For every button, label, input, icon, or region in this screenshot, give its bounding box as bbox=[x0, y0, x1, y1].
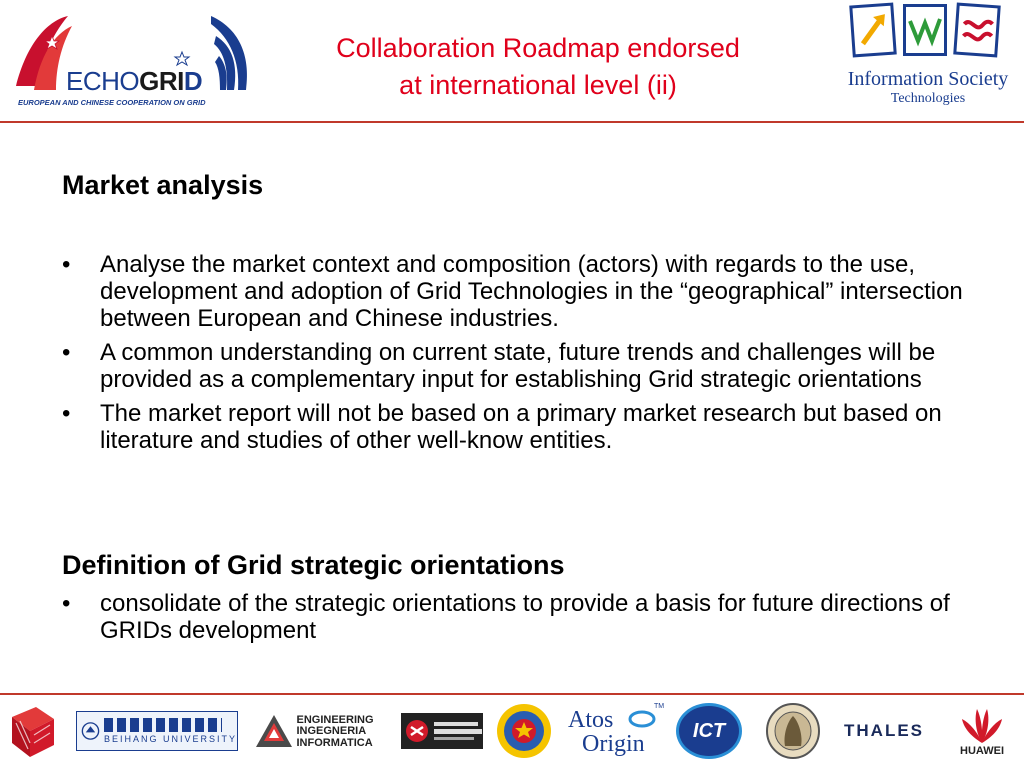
sponsor-logo-thales bbox=[834, 700, 934, 762]
ist-wave-icon bbox=[903, 4, 947, 56]
beihang-chinese-name bbox=[104, 718, 222, 732]
bullet-item bbox=[62, 339, 972, 393]
ist-logo-boxes bbox=[851, 4, 1003, 64]
slide-title-line2: at international level (ii) bbox=[399, 70, 677, 100]
red-cube-icon bbox=[8, 703, 58, 759]
sponsor-logo-cube bbox=[6, 700, 60, 762]
sponsor-logo-huawei bbox=[946, 700, 1018, 762]
bullet-text: The market report will not be based on a primary market research but based on literature and studies of other well-know entities. bbox=[100, 400, 942, 454]
bullet-item bbox=[62, 251, 972, 332]
echogrid-word-o: O bbox=[119, 66, 140, 96]
sponsor-logo-ict bbox=[672, 700, 746, 762]
engineering-line2: INGEGNERIA bbox=[296, 724, 367, 737]
bullet-glyph: • bbox=[62, 590, 71, 617]
footer-divider bbox=[0, 693, 1024, 695]
market-analysis-bullets bbox=[62, 251, 972, 461]
ist-logo-line2: Technologies bbox=[890, 91, 966, 106]
ist-logo bbox=[835, 4, 1021, 112]
echogrid-tagline: EUROPEAN AND CHINESE COOPERATION ON GRID bbox=[18, 98, 206, 107]
header-divider bbox=[0, 121, 1024, 123]
ist-logo-line1: Information Society bbox=[847, 68, 1009, 90]
atos-swoosh-icon bbox=[628, 709, 656, 729]
bullet-text: A common understanding on current state, future trends and challenges will be provided as a complementary input for establishing Grid strategic orientations bbox=[100, 339, 936, 393]
sponsor-logo-engineering bbox=[244, 700, 384, 762]
bullet-glyph: • bbox=[62, 251, 71, 278]
sponsor-logo-beihang bbox=[74, 700, 240, 762]
echogrid-word-ech: ECH bbox=[66, 66, 120, 96]
ict-text: ICT bbox=[692, 719, 726, 742]
nudt-seal-icon bbox=[495, 702, 553, 760]
slide-header bbox=[0, 0, 1024, 122]
sponsor-logo-atos-origin bbox=[562, 700, 666, 762]
echogrid-logo bbox=[6, 6, 264, 110]
huawei-petals-icon bbox=[960, 705, 1004, 745]
beihang-emblem-icon bbox=[81, 717, 100, 745]
bullet-glyph: • bbox=[62, 400, 71, 427]
beihang-english-name: BEIHANG UNIVERSITY bbox=[103, 734, 237, 744]
ist-approx-icon bbox=[953, 3, 1001, 58]
engineering-line3: INFORMATICA bbox=[296, 736, 373, 749]
slide-title bbox=[270, 30, 806, 104]
ntua-seal-icon bbox=[765, 702, 821, 760]
engineering-triangle-icon bbox=[254, 713, 294, 749]
huawei-text: HUAWEI bbox=[960, 745, 1004, 757]
section-heading-market-analysis: Market analysis bbox=[62, 170, 264, 200]
bullet-item bbox=[62, 590, 972, 644]
sponsor-logo-ntua bbox=[764, 700, 822, 762]
section-heading-grid-strategic-orientations: Definition of Grid strategic orientations bbox=[62, 550, 565, 580]
engineering-line1: ENGINEERING bbox=[296, 713, 374, 726]
thales-text: THALES bbox=[844, 721, 924, 740]
echogrid-word-d: D bbox=[183, 66, 203, 96]
ist-arrow-icon bbox=[849, 3, 897, 58]
bullet-text: consolidate of the strategic orientations to provide a basis for future directions of GRIDs development bbox=[100, 590, 950, 644]
atos-line2: Origin bbox=[582, 731, 645, 757]
grid-orientations-bullets bbox=[62, 590, 972, 651]
slide-title-line1: Collaboration Roadmap endorsed bbox=[336, 33, 740, 63]
bullet-item bbox=[62, 400, 972, 454]
sponsor-logo-nudt bbox=[494, 700, 554, 762]
atos-line1: Atos bbox=[568, 707, 614, 733]
bullet-text: Analyse the market context and composition (actors) with regards to the use, development and adoption of Grid Technologies in the “geographical” intersection between European and Chinese industries. bbox=[100, 251, 963, 332]
atos-tm: TM bbox=[654, 703, 665, 710]
sponsor-logo-cnic bbox=[400, 700, 484, 762]
bullet-glyph: • bbox=[62, 339, 71, 366]
cnic-emblem-icon bbox=[404, 718, 430, 744]
echogrid-word-gri: GRI bbox=[139, 66, 184, 96]
echogrid-wordmark bbox=[66, 66, 202, 97]
